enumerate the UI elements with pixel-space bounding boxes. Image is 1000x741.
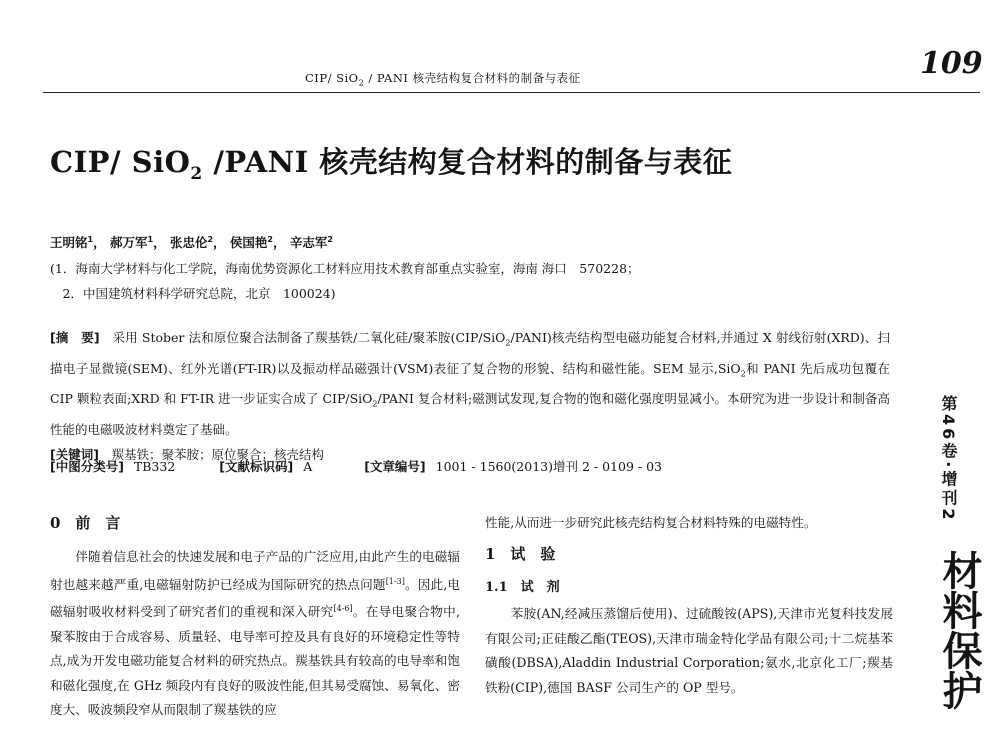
author-name: 辛志军 — [289, 235, 328, 250]
abstract-label: [摘 要] — [50, 330, 100, 345]
section-heading-1: 1 试 验 — [485, 545, 556, 563]
author-name: 王明铭 — [50, 235, 88, 250]
section-heading-1-1: 1.1 试 剂 — [485, 580, 560, 595]
author-name: 郝万军 — [109, 235, 148, 250]
journal-name: 材料保护 — [936, 550, 983, 710]
reagents-paragraph: 苯胺(AN,经减压蒸馏后使用)、过硫酸铵(APS),天津市光复科技发展有限公司;正硅酸乙酯(TEOS),天津市瑞金特化学品有限公司;十二烷基苯磺酸(DBSA),Aladdin Industrial Corporation;氨水,北京化工厂;羰基铁粉(CIP),德国 BASF 公司生产的 OP 型号。 — [485, 606, 893, 695]
abstract: [摘 要] 采用 Stober 法和原位聚合法制备了羰基铁/二氧化硅/聚苯胺(CIP/SiO$_2$/PANI)核壳结构型电磁功能复合材料,并通过 X 射线衍射(XRD)、扫描电子显微镜(SEM)、红外光谱(FT-IR)以及振动样品磁强计(VSM)表征了复合物的形貌、结构和磁性能。SEM 显示,SiO$_2$和 PANI 先后成功包覆在 CIP 颗粒表面;XRD 和 FT-IR 进一步证实合成了 CIP/SiO$_2$/PANI 复合材料;磁测试发现,复合物的饱和磁化强度明显减小。本研究为进一步设计和制备高性能的电磁吸波材料奠定了基础。 [关键词] 羰基铁；聚苯胺；原位聚合；核壳结构 — [50, 330, 890, 462]
section-heading-0: 0 前 言 — [50, 514, 121, 532]
affiliation-1: (1．海南大学材料与化工学院，海南优势资源化工材料应用技术教育部重点实验室，海南 海口 570228； — [50, 261, 640, 276]
volume-label: 第46卷·增刊2 — [939, 395, 958, 523]
intro-paragraph: 伴随着信息社会的快速发展和电子产品的广泛应用,由此产生的电磁辐射也越来越严重,电磁辐射防护已经成为国际研究的热点问题[1-3]。因此,电磁辐射吸收材料受到了研究者们的重视和深入研究[4-6]。在导电聚合物中,聚苯胺由于合成容易、质量轻、电导率可控及具有良好的环境稳定性等特点,成为开发电磁功能复合材料的研究热点。羰基铁具有较高的电导率和饱和磁化强度,在 GHz 频段内有良好的吸波性能,但其易受腐蚀、易氧化、密度大、吸波频段窄从而限制了羰基铁的应 — [50, 549, 460, 718]
affiliation-2: 2．中国建筑材料科学研究总院，北京 100024) — [50, 286, 336, 301]
article-title: CIP/ SiO$_2$ /PANI 核壳结构复合材料的制备与表征 — [50, 145, 733, 184]
keywords: 羰基铁；聚苯胺；原位聚合；核壳结构 — [98, 446, 324, 462]
col2-continuation: 性能,从而进一步研究此核壳结构复合材料特殊的电磁特性。 — [485, 515, 817, 530]
keywords-label: [关键词] — [50, 446, 99, 462]
header-rule — [43, 92, 980, 93]
author-list: 王明铭$^1$， 郝万军$^1$， 张忠伦$^2$， 侯国艳$^2$， 辛志军$^2$ — [50, 234, 333, 250]
page-number: 109 — [920, 46, 983, 81]
classification-line: [中图分类号] TB332 [文献标识码] A [文章编号] 1001 - 1560(2013)增刊 2 - 0109 - 03 — [50, 459, 662, 474]
author-name: 张忠伦 — [169, 235, 208, 250]
running-title: CIP/ SiO$_2$ / PANI 核壳结构复合材料的制备与表征 — [305, 71, 581, 88]
author-name: 侯国艳 — [229, 235, 268, 250]
